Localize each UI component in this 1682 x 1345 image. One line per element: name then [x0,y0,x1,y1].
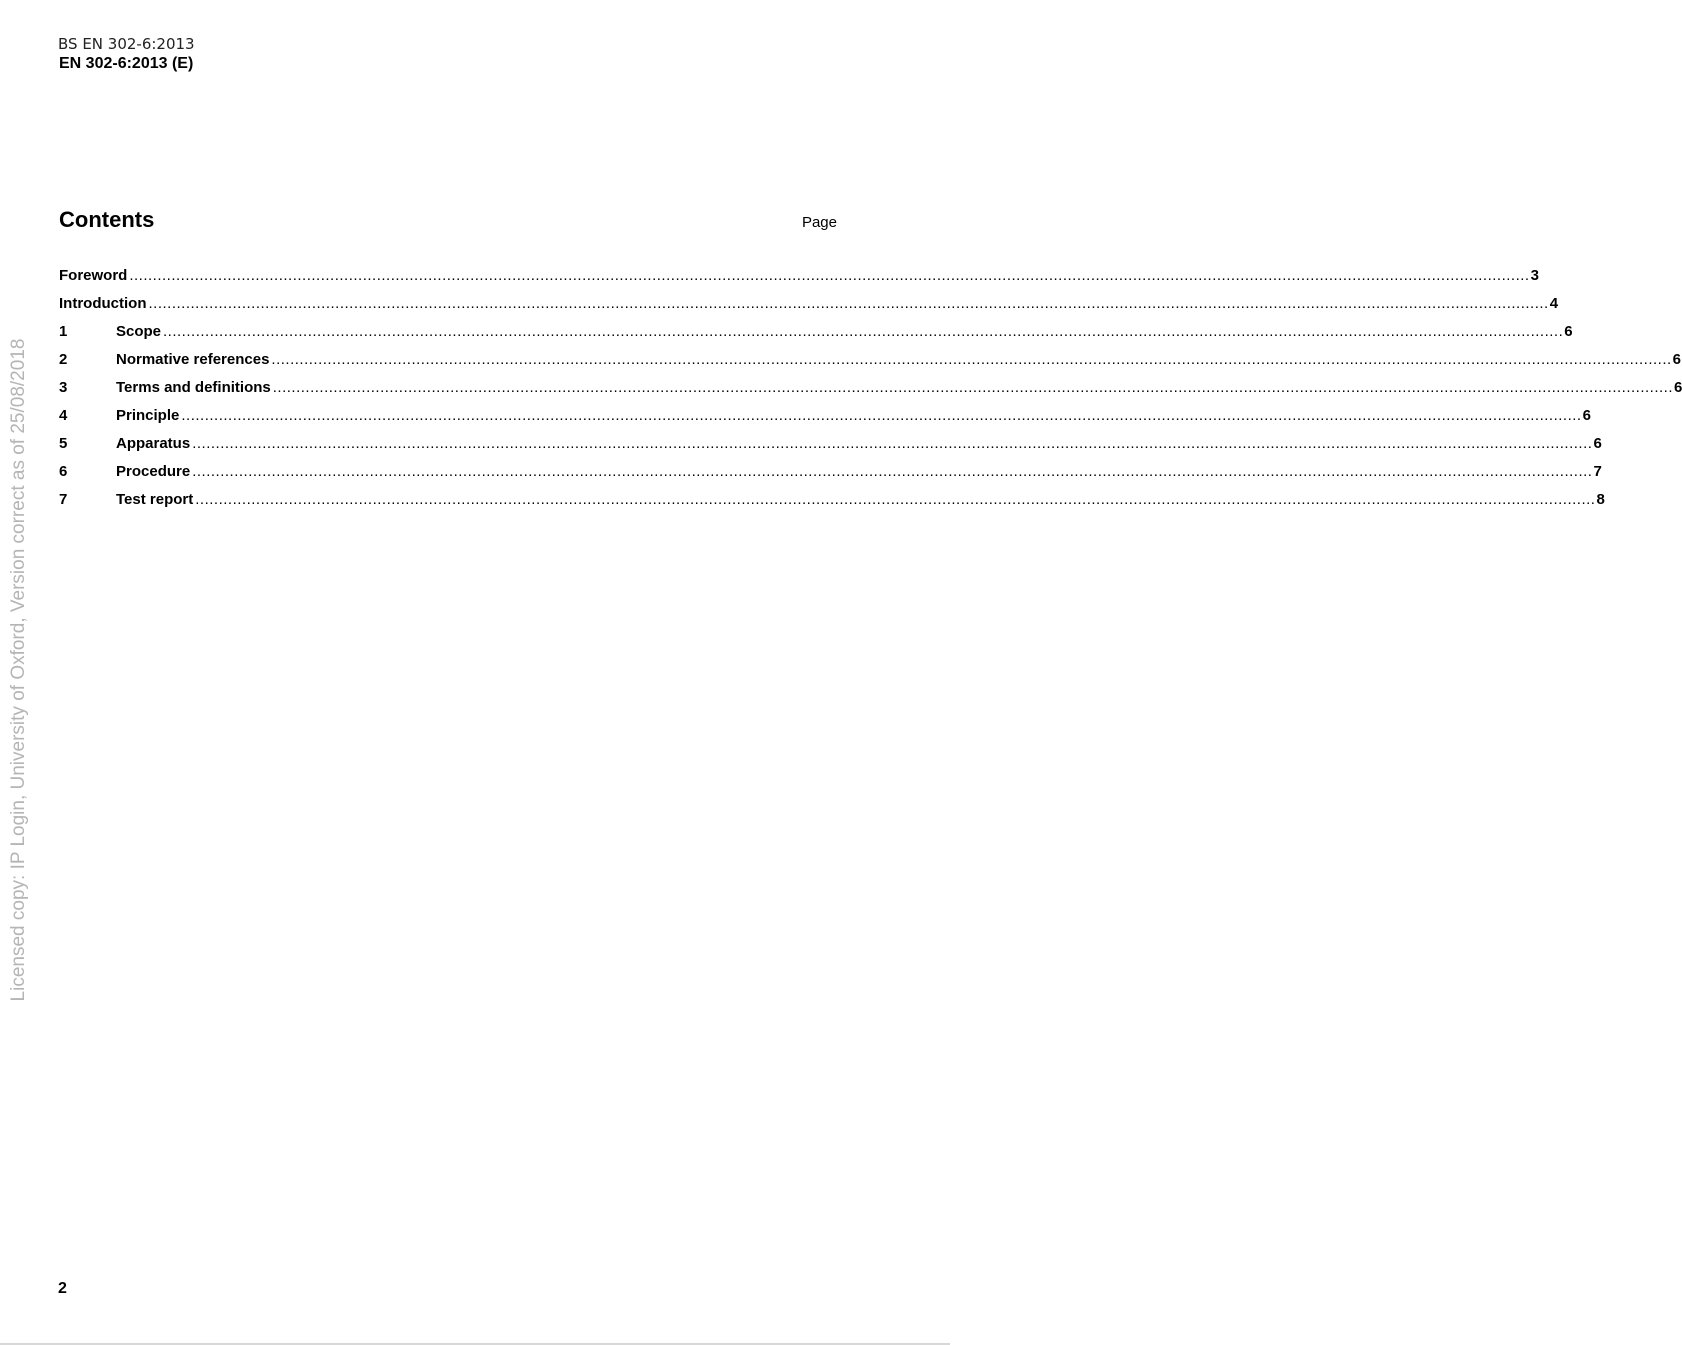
page-number: 2 [58,1280,67,1297]
toc-entry-test-report[interactable] [59,490,1605,518]
toc-entry-number: 1 [59,323,68,340]
toc-entry-title: Principle [116,407,180,424]
toc-leader-dots: ............................................................................................................................................................................................................................................................................................................ [181,407,1582,424]
toc-entry-introduction[interactable] [59,294,1559,322]
toc-entry-number: 5 [59,435,68,452]
toc-leader-dots: ............................................................................................................................................................................................................................................................................................................ [195,491,1596,508]
toc-entry-title: Apparatus [116,435,191,452]
license-watermark: Licensed copy: IP Login, University of Oxford, Version correct as of 25/08/2018 [8,338,29,1002]
toc-entry-procedure[interactable] [59,462,1602,490]
toc-leader-dots: ............................................................................................................................................................................................................................................................................................................ [148,295,1549,312]
toc-entry-page: 6 [1582,407,1591,424]
toc-entry-page: 6 [1564,323,1573,340]
toc-entry-normative-references[interactable] [59,350,1682,378]
toc-entry-title: Foreword [59,267,128,284]
toc-entry-page: 6 [1593,435,1602,452]
toc-leader-dots: ............................................................................................................................................................................................................................................................................................................ [271,351,1672,368]
toc-entry-title: Test report [116,491,194,508]
toc-entry-page: 4 [1549,295,1559,312]
toc-leader-dots: ............................................................................................................................................................................................................................................................................................................ [192,463,1593,480]
toc-entry-number: 7 [59,491,68,508]
toc-entry-title: Terms and definitions [116,379,271,396]
page-column-label: Page [801,214,837,231]
toc-entry-foreword[interactable] [59,266,1539,294]
toc-entry-terms-and-definitions[interactable] [59,378,1682,406]
toc-entry-title: Procedure [116,463,191,480]
toc-entry-number: 3 [59,379,68,396]
toc-entry-page: 7 [1593,463,1602,480]
toc-leader-dots: ............................................................................................................................................................................................................................................................................................................ [129,267,1530,284]
toc-leader-dots: ............................................................................................................................................................................................................................................................................................................ [192,435,1593,452]
toc-entry-number: 2 [59,351,68,368]
toc-entry-number: 4 [59,407,68,424]
document-code: BS EN 302-6:2013 [58,35,195,53]
contents-heading: Contents [59,207,155,232]
toc-entry-page: 8 [1596,491,1605,508]
toc-entry-title: Introduction [59,295,147,312]
toc-entry-page: 6 [1672,351,1682,368]
table-of-contents [59,266,1682,518]
toc-entry-page: 3 [1530,267,1539,284]
document-code-english: EN 302-6:2013 (E) [59,55,194,72]
toc-entry-number: 6 [59,463,68,480]
toc-entry-title: Scope [116,323,162,340]
toc-entry-page: 6 [1674,379,1682,396]
toc-entry-scope[interactable] [59,322,1573,350]
toc-entry-apparatus[interactable] [59,434,1602,462]
toc-leader-dots: ............................................................................................................................................................................................................................................................................................................ [163,323,1564,340]
toc-entry-title: Normative references [116,351,270,368]
toc-leader-dots: ............................................................................................................................................................................................................................................................................................................ [272,379,1673,396]
toc-entry-principle[interactable] [59,406,1591,434]
